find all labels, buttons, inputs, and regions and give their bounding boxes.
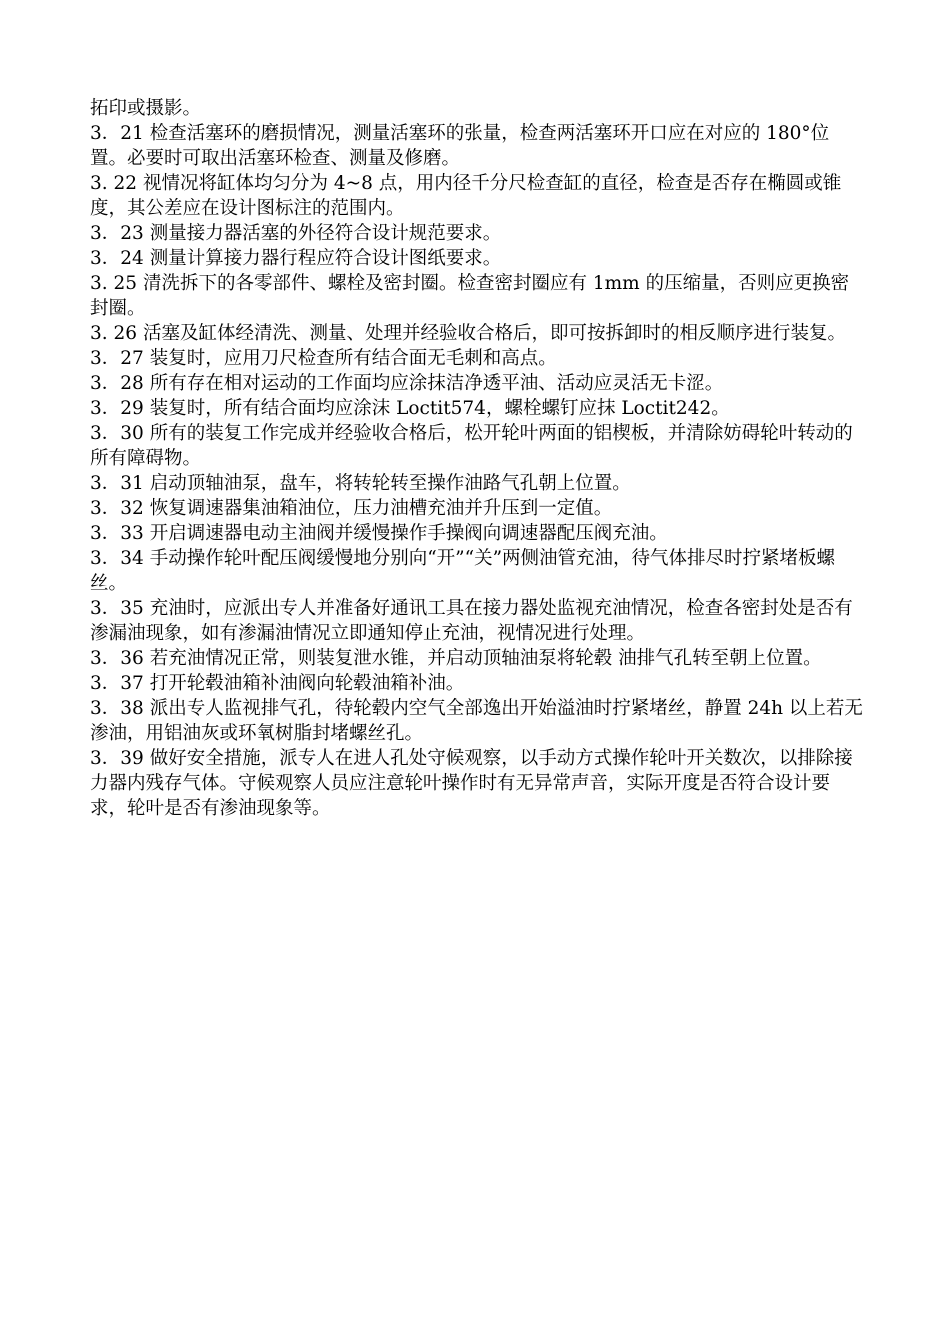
paragraph-3-33: 3．33 开启调速器电动主油阀并缓慢操作手操阀向调速器配压阀充油。 (90, 523, 668, 544)
paragraph-3-24: 3．24 测量计算接力器行程应符合设计图纸要求。 (90, 248, 502, 269)
paragraph-3-35: 3．35 充油时，应派出专人并准备好通讯工具在接力器处监视充油情况，检查各密封处是否有渗漏油现象，如有渗漏油情况立即通知停止充油，视情况进行处理。 (90, 598, 853, 644)
paragraph-3-32: 3．32 恢复调速器集油箱油位，压力油槽充油并升压到一定值。 (90, 498, 613, 519)
paragraph-3-26: 3. 26 活塞及缸体经清洗、测量、处理并经验收合格后，即可按拆卸时的相反顺序进行装复。 (90, 323, 846, 344)
paragraph-3-23: 3．23 测量接力器活塞的外径符合设计规范要求。 (90, 223, 502, 244)
paragraph: 拓印或摄影。 (90, 98, 202, 119)
paragraph-3-28: 3．28 所有存在相对运动的工作面均应涂抹洁净透平油、活动应灵活无卡涩。 (90, 373, 724, 394)
paragraph-3-21: 3．21 检查活塞环的磨损情况，测量活塞环的张量，检查两活塞环开口应在对应的 180°位置。必要时可取出活塞环检查、测量及修磨。 (90, 123, 830, 169)
paragraph-3-31: 3．31 启动顶轴油泵，盘车，将转轮转至操作油路气孔朝上位置。 (90, 473, 631, 494)
paragraph-3-25: 3. 25 清洗拆下的各零部件、螺栓及密封圈。检查密封圈应有 1mm 的压缩量，否则应更换密封圈。 (90, 273, 850, 319)
paragraph-3-34: 3．34 手动操作轮叶配压阀缓慢地分别向“开”“关”两侧油管充油，待气体排尽时拧紧堵板螺丝。 (90, 548, 836, 594)
paragraph-3-36: 3．36 若充油情况正常，则装复泄水锥，并启动顶轴油泵将轮毂 油排气孔转至朝上位置。 (90, 648, 822, 669)
paragraph-3-39: 3．39 做好安全措施，派专人在进人孔处守候观察，以手动方式操作轮叶开关数次，以排除接力器内残存气体。守候观察人员应注意轮叶操作时有无异常声音，实际开度是否符合设计要求，轮叶是否有渗油现象等。 (90, 748, 853, 819)
paragraph-3-29: 3．29 装复时，所有结合面均应涂沫 Loctit574，螺栓螺钉应抹 Loctit242。 (90, 398, 730, 419)
document-body (90, 96, 865, 821)
paragraph-3-37: 3．37 打开轮毂油箱补油阀向轮毂油箱补油。 (90, 673, 465, 694)
paragraph-3-27: 3．27 装复时，应用刀尺检查所有结合面无毛刺和高点。 (90, 348, 557, 369)
paragraph-3-30: 3．30 所有的装复工作完成并经验收合格后，松开轮叶两面的铝楔板，并清除妨碍轮叶转动的所有障碍物。 (90, 423, 853, 469)
paragraph-3-22: 3. 22 视情况将缸体均匀分为 4~8 点，用内径千分尺检查缸的直径，检查是否存在椭圆或锥度，其公差应在设计图标注的范围内。 (90, 173, 842, 219)
paragraph-3-38: 3．38 派出专人监视排气孔，待轮毂内空气全部逸出开始溢油时拧紧堵丝，静置 24h 以上若无渗油，用铝油灰或环氧树脂封堵螺丝孔。 (90, 698, 863, 744)
